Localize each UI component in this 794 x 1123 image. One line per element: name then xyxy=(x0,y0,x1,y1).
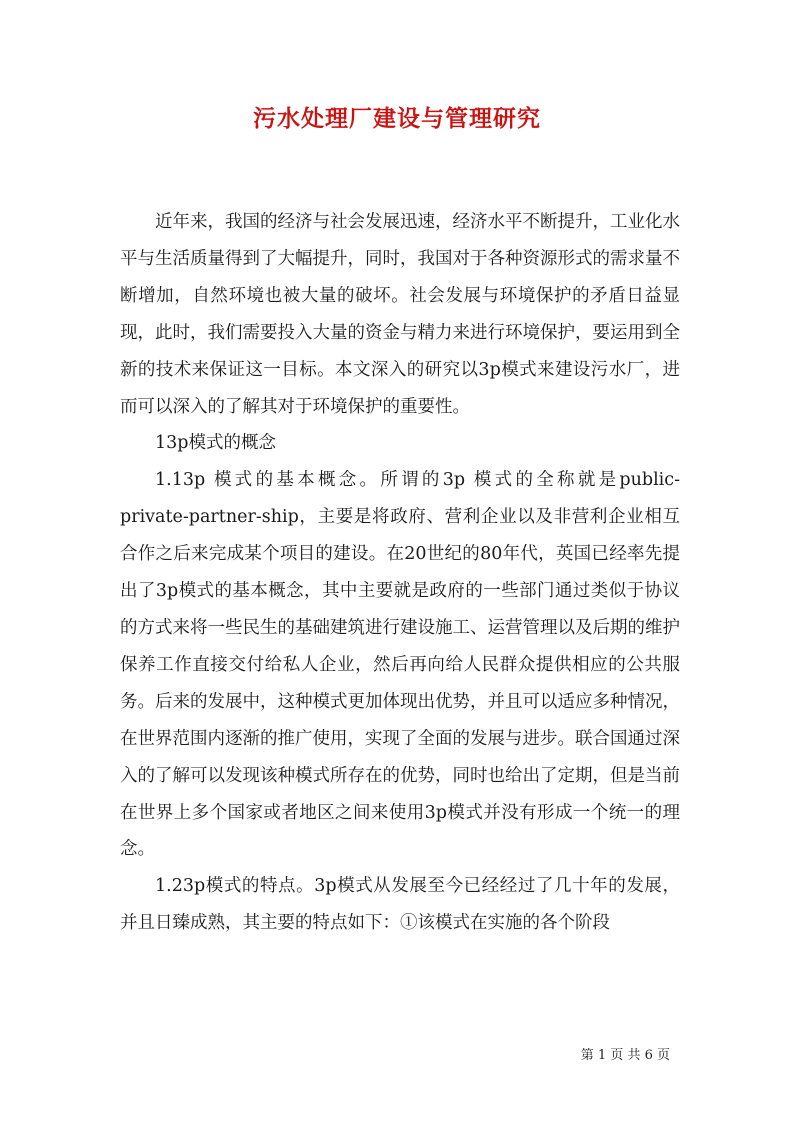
paragraph-features: 1.23p模式的特点。3p模式从发展至今已经经过了几十年的发展，并且日臻成熟，其主要的特点如下：①该模式在实施的各个阶段 xyxy=(120,876,680,934)
section-heading: 13p模式的概念 xyxy=(155,433,276,454)
paragraph-intro: 近年来，我国的经济与社会发展迅速，经济水平不断提升，工业化水平与生活质量得到了大幅提升，同时，我国对于各种资源形式的需求量不断增加，自然环境也被大量的破坏。社会发展与环境保护的矛盾日益显现，此时，我们需要投入大量的资金与精力来进行环境保护，要运用到全新的技术来保证这一目标。本文深入的研究以3p模式来建设污水厂，进而可以深入的了解其对于环境保护的重要性。 xyxy=(120,212,680,417)
paragraph-basic-concept: 1.13p 模式的基本概念。所谓的3p 模式的全称就是public-private-partner-ship，主要是将政府、营利企业以及非营利企业相互合作之后来完成某个项目的建设。在20世纪的80年代，英国已经率先提出了3p模式的基本概念，其中主要就是政府的一些部门通过类似于协议的方式来将一些民生的基础建筑进行建设施工、运营管理以及后期的维护保养工作直接交付给私人企业，然后再向给人民群众提供相应的公共服务。后来的发展中，这种模式更加体现出优势，并且可以适应多种情况，在世界范围内逐渐的推广使用，实现了全面的发展与进步。联合国通过深入的了解可以发现该种模式所存在的优势，同时也给出了定期，但是当前在世界上多个国家或者地区之间来使用3p模式并没有形成一个统一的理念。 xyxy=(120,470,680,860)
document-body xyxy=(120,204,680,942)
page-title: 污水处理厂建设与管理研究 xyxy=(253,105,541,132)
page-number-footer: 第 1 页 共 6 页 xyxy=(580,1048,670,1063)
